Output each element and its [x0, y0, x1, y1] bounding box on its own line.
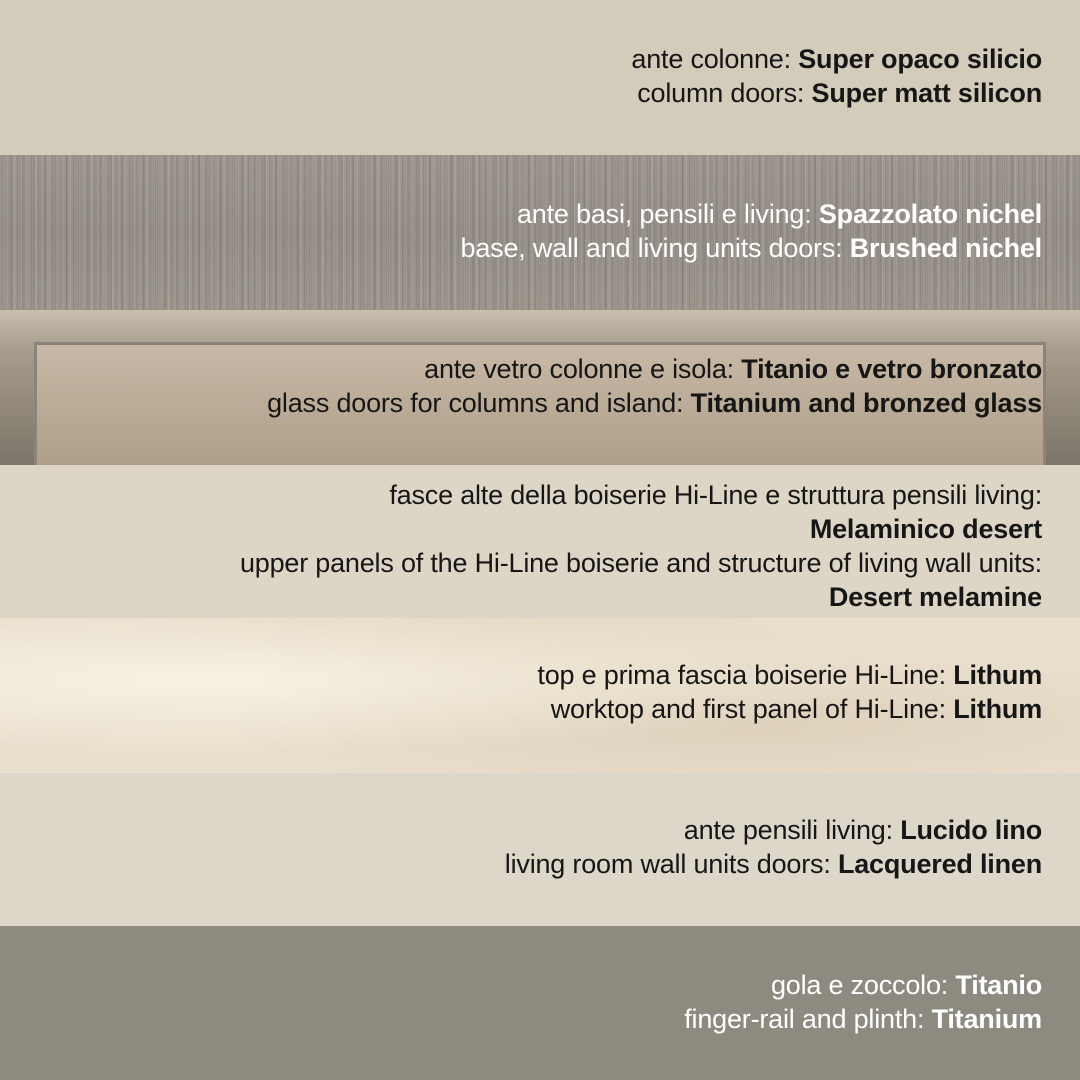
caption-line-italian: ante basi, pensili e living: Spazzolato nichel	[516, 199, 1042, 229]
caption-line-italian: fasce alte della boiserie Hi-Line e struttura pensili living:	[389, 480, 1042, 510]
caption-line-italian: top e prima fascia boiserie Hi-Line: Lithum	[537, 660, 1042, 690]
swatch-caption	[537, 658, 1042, 726]
caption-line-english: finger-rail and plinth: Titanium	[684, 1004, 1042, 1034]
caption-line-italian: ante vetro colonne e isola: Titanio e vetro bronzato	[424, 354, 1042, 384]
swatch-band-titanium	[0, 926, 1080, 1080]
swatch-caption	[631, 42, 1042, 110]
swatch-band-desert-melamine	[0, 465, 1080, 618]
swatch-caption	[240, 478, 1042, 614]
caption-line-english: upper panels of the Hi-Line boiserie and structure of living wall units:	[239, 548, 1042, 578]
caption-line-italian: gola e zoccolo: Titanio	[770, 970, 1042, 1000]
swatch-caption	[505, 813, 1042, 881]
swatch-caption	[684, 968, 1042, 1036]
swatch-band-super-matt-silicon	[0, 0, 1080, 155]
swatch-caption	[461, 197, 1042, 265]
swatch-band-lacquered-linen	[0, 773, 1080, 926]
caption-line-english-value: Desert melamine	[828, 582, 1042, 612]
swatch-band-lithum	[0, 618, 1080, 773]
caption-line-english: glass doors for columns and island: Titanium and bronzed glass	[267, 388, 1042, 418]
caption-line-english: base, wall and living units doors: Brushed nichel	[460, 233, 1042, 263]
caption-line-italian: ante colonne: Super opaco silicio	[631, 44, 1042, 74]
caption-line-english: living room wall units doors: Lacquered linen	[504, 849, 1042, 879]
caption-line-english: column doors: Super matt silicon	[637, 78, 1042, 108]
caption-line-italian-value: Melaminico desert	[809, 514, 1042, 544]
swatch-caption	[267, 352, 1042, 420]
caption-line-italian: ante pensili living: Lucido lino	[683, 815, 1042, 845]
swatch-band-titanium-bronzed-glass	[0, 310, 1080, 465]
caption-line-english: worktop and first panel of Hi-Line: Lithum	[550, 694, 1042, 724]
swatch-band-brushed-nichel	[0, 155, 1080, 310]
